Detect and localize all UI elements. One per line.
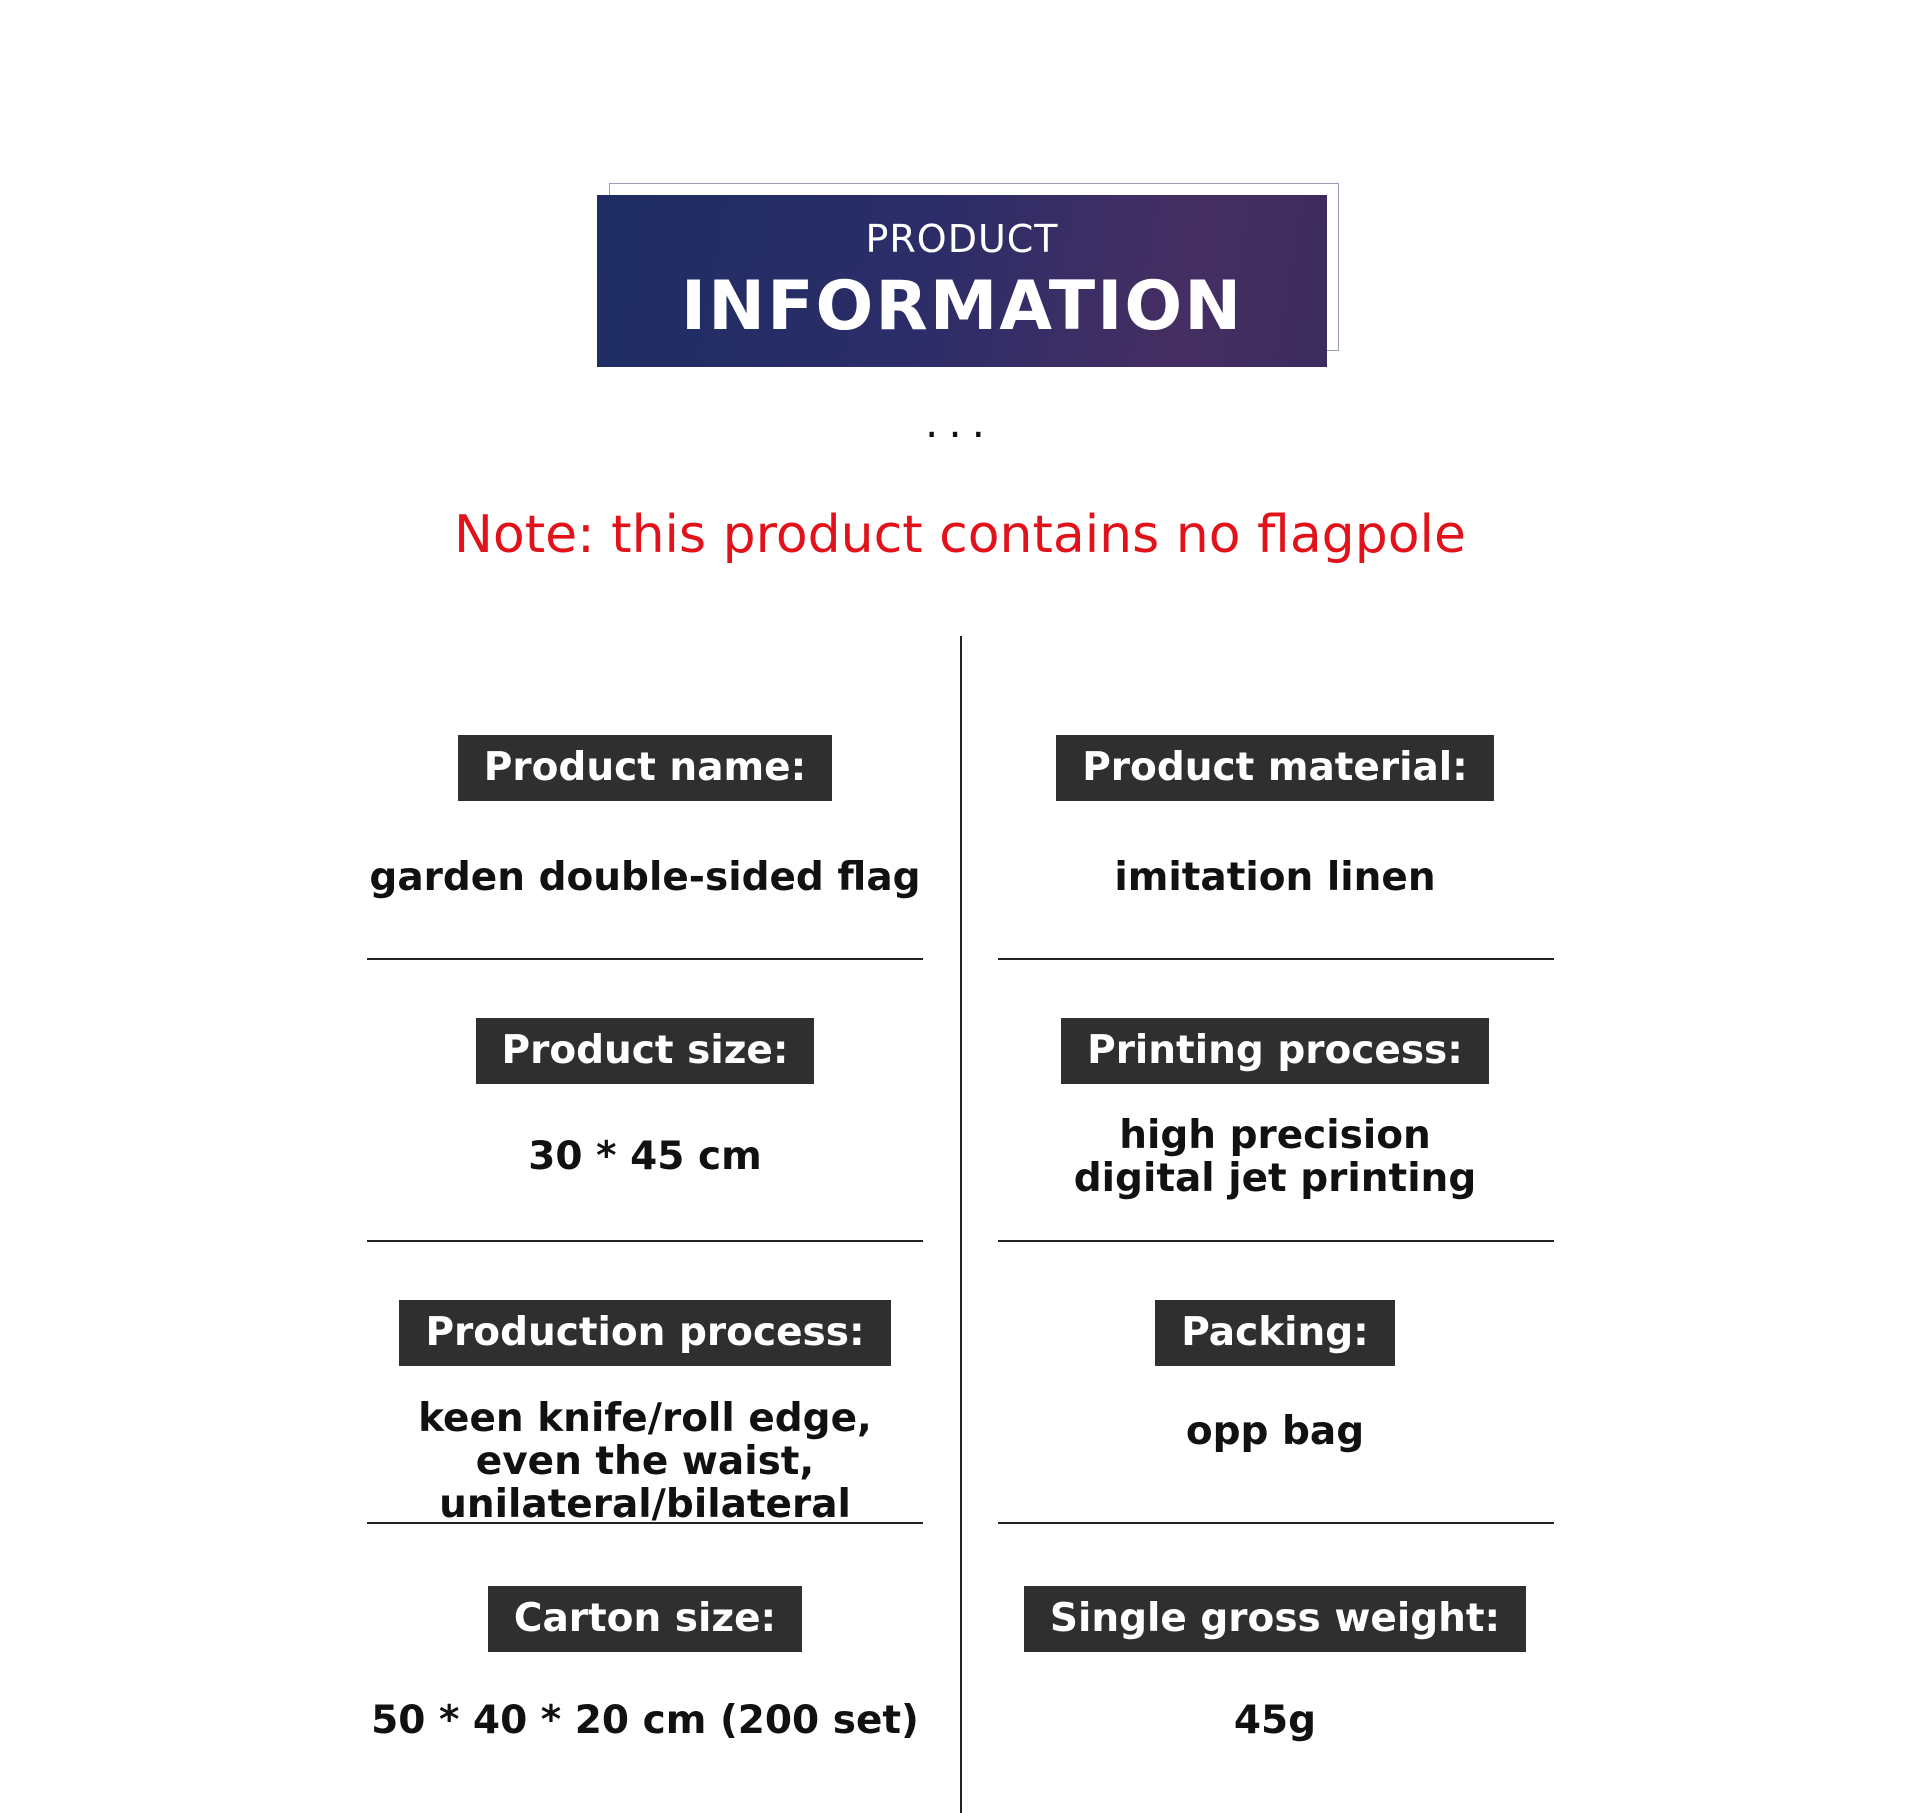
section-header — [597, 195, 1327, 367]
spec-label: Packing: — [1155, 1300, 1395, 1366]
spec-value: garden double-sided flag — [369, 855, 921, 900]
spec-label: Carton size: — [488, 1586, 802, 1652]
spec-production-process — [325, 1300, 965, 1366]
spec-product-material — [955, 735, 1595, 801]
row-divider — [998, 958, 1554, 960]
spec-label: Production process: — [399, 1300, 890, 1366]
spec-value: high precision digital jet printing — [1073, 1113, 1477, 1201]
spec-label: Product material: — [1056, 735, 1494, 801]
row-divider — [998, 1522, 1554, 1524]
spec-product-size — [325, 1018, 965, 1084]
row-divider — [367, 1240, 923, 1242]
row-divider — [367, 958, 923, 960]
spec-product-name — [325, 735, 965, 801]
spec-value: 50 * 40 * 20 cm (200 set) — [371, 1698, 919, 1743]
spec-value: 30 * 45 cm — [528, 1134, 762, 1179]
flagpole-note: Note: this product contains no flagpole — [454, 505, 1466, 565]
spec-carton-size — [325, 1586, 965, 1652]
row-divider — [998, 1240, 1554, 1242]
spec-value: imitation linen — [1114, 855, 1436, 900]
spec-label: Product name: — [458, 735, 832, 801]
header-title: INFORMATION — [680, 267, 1244, 346]
spec-label: Product size: — [476, 1018, 815, 1084]
spec-label: Single gross weight: — [1024, 1586, 1526, 1652]
ellipsis-divider: ... — [924, 398, 996, 447]
spec-printing-process — [955, 1018, 1595, 1084]
spec-label: Printing process: — [1061, 1018, 1489, 1084]
spec-single-gross-weight — [955, 1586, 1595, 1652]
spec-value: 45g — [1233, 1698, 1317, 1743]
header-subtitle: PRODUCT — [865, 217, 1059, 261]
spec-packing — [955, 1300, 1595, 1366]
spec-value: keen knife/roll edge, even the waist, unilateral/bilateral — [418, 1396, 872, 1527]
spec-value: opp bag — [1185, 1409, 1365, 1454]
